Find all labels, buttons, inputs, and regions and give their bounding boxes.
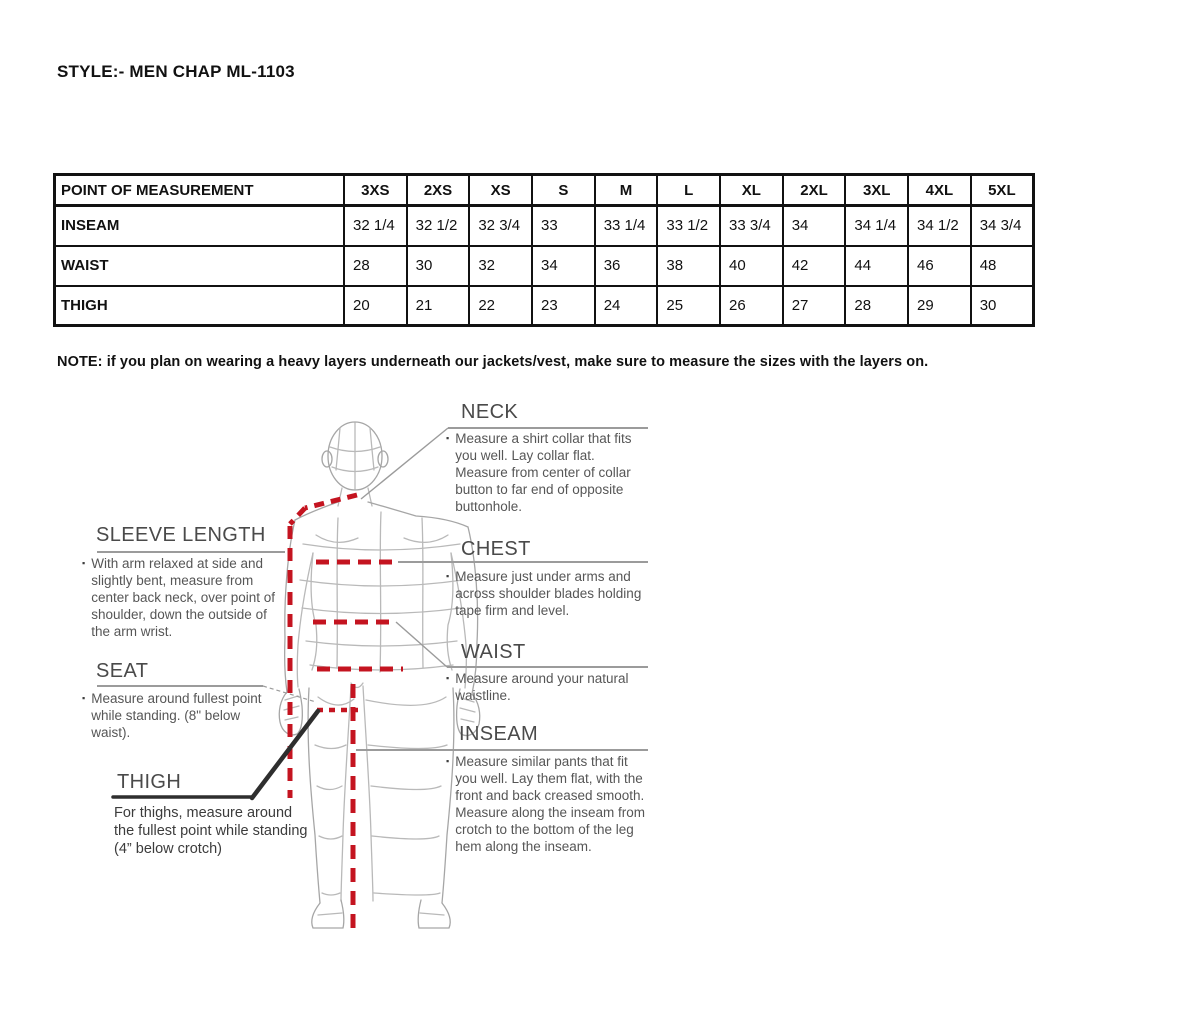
square-bullet-icon: ▪ (82, 693, 86, 703)
col-header-size-2XS: 2XS (407, 175, 470, 206)
neck-heading: NECK (461, 401, 519, 423)
size-value-cell: 32 1/4 (344, 206, 407, 246)
chest-heading: CHEST (461, 538, 531, 560)
thigh-instructions-text: For thighs, measure around the fullest point while standing (4” below crotch) (114, 805, 308, 857)
size-value-cell: 34 (783, 206, 846, 246)
size-value-cell: 32 1/2 (407, 206, 470, 246)
chest-instructions-text: Measure just under arms and across shoulder blades holding tape firm and level. (455, 569, 642, 618)
thigh-heading: THIGH (117, 771, 182, 793)
size-value-cell: 28 (845, 286, 908, 326)
size-value-cell: 26 (720, 286, 783, 326)
seat-instructions-text: Measure around fullest point while standing. (8" below waist). (91, 691, 262, 740)
note-text: NOTE: if you plan on wearing a heavy layers underneath our jackets/vest, make sure to measure the sizes with the layers on. (57, 354, 929, 370)
sleeve-length-instructions-text: With arm relaxed at side and slightly bent, measure from center back neck, over point of shoulder, down the outside of the arm wrist. (91, 556, 276, 639)
size-value-cell: 21 (407, 286, 470, 326)
size-value-cell: 32 3/4 (469, 206, 532, 246)
square-bullet-icon: ▪ (446, 756, 450, 766)
col-header-size-4XL: 4XL (908, 175, 971, 206)
chest-instructions (446, 568, 652, 619)
size-table-head (55, 175, 1034, 206)
row-label: THIGH (55, 286, 345, 326)
col-header-size-M: M (595, 175, 658, 206)
size-value-cell: 34 3/4 (971, 206, 1034, 246)
size-value-cell: 33 3/4 (720, 206, 783, 246)
col-header-size-5XL: 5XL (971, 175, 1034, 206)
size-value-cell: 34 1/4 (845, 206, 908, 246)
size-table-row-waist (55, 246, 1034, 286)
size-value-cell: 46 (908, 246, 971, 286)
size-value-cell: 34 (532, 246, 595, 286)
neck-measure-dash (305, 495, 357, 508)
size-value-cell: 48 (971, 246, 1034, 286)
size-value-cell: 30 (407, 246, 470, 286)
square-bullet-icon: ▪ (82, 558, 86, 568)
inseam-instructions (446, 753, 652, 855)
col-header-point-of-measurement: POINT OF MEASUREMENT (55, 175, 345, 206)
col-header-size-XL: XL (720, 175, 783, 206)
size-value-cell: 36 (595, 246, 658, 286)
neck-callout-line (361, 428, 448, 499)
size-value-cell: 22 (469, 286, 532, 326)
col-header-size-3XS: 3XS (344, 175, 407, 206)
size-value-cell: 30 (971, 286, 1034, 326)
page-title: STYLE:- MEN CHAP ML-1103 (57, 62, 295, 81)
size-value-cell: 24 (595, 286, 658, 326)
waist-heading: WAIST (461, 641, 526, 663)
size-value-cell: 20 (344, 286, 407, 326)
size-value-cell: 42 (783, 246, 846, 286)
size-value-cell: 32 (469, 246, 532, 286)
size-value-cell: 33 (532, 206, 595, 246)
seat-instructions (82, 690, 277, 741)
size-table-body (55, 206, 1034, 326)
square-bullet-icon: ▪ (446, 433, 450, 443)
row-label: WAIST (55, 246, 345, 286)
size-value-cell: 40 (720, 246, 783, 286)
size-table-row-thigh (55, 286, 1034, 326)
size-value-cell: 25 (657, 286, 720, 326)
size-value-cell: 28 (344, 246, 407, 286)
size-value-cell: 23 (532, 286, 595, 326)
square-bullet-icon: ▪ (446, 673, 450, 683)
seat-heading: SEAT (96, 660, 149, 682)
size-value-cell: 33 1/2 (657, 206, 720, 246)
size-value-cell: 34 1/2 (908, 206, 971, 246)
size-value-cell: 44 (845, 246, 908, 286)
waist-callout-line (396, 622, 447, 667)
shoulder-measure-dash (290, 508, 305, 524)
size-value-cell: 27 (783, 286, 846, 326)
col-header-size-S: S (532, 175, 595, 206)
size-table (53, 173, 1035, 327)
col-header-size-3XL: 3XL (845, 175, 908, 206)
square-bullet-icon: ▪ (446, 571, 450, 581)
size-value-cell: 38 (657, 246, 720, 286)
sleeve-length-instructions (82, 555, 284, 640)
size-table-head-row (55, 175, 1034, 206)
waist-instructions (446, 670, 646, 704)
waist-instructions-text: Measure around your natural waistline. (455, 671, 629, 703)
size-table-row-inseam (55, 206, 1034, 246)
size-value-cell: 33 1/4 (595, 206, 658, 246)
inseam-heading: INSEAM (459, 723, 539, 745)
sleeve-length-heading: SLEEVE LENGTH (96, 524, 266, 546)
row-label: INSEAM (55, 206, 345, 246)
thigh-instructions (114, 804, 309, 858)
neck-instructions-text: Measure a shirt collar that fits you well. Lay collar flat. Measure from center of collar button to far end of opposite buttonhole. (455, 431, 632, 514)
neck-instructions (446, 430, 648, 515)
col-header-size-XS: XS (469, 175, 532, 206)
size-value-cell: 29 (908, 286, 971, 326)
col-header-size-L: L (657, 175, 720, 206)
col-header-size-2XL: 2XL (783, 175, 846, 206)
inseam-instructions-text: Measure similar pants that fit you well. Lay them flat, with the front and back creased smooth. Measure along the inseam from crotch to the bottom of the leg hem along the inseam. (455, 754, 646, 854)
